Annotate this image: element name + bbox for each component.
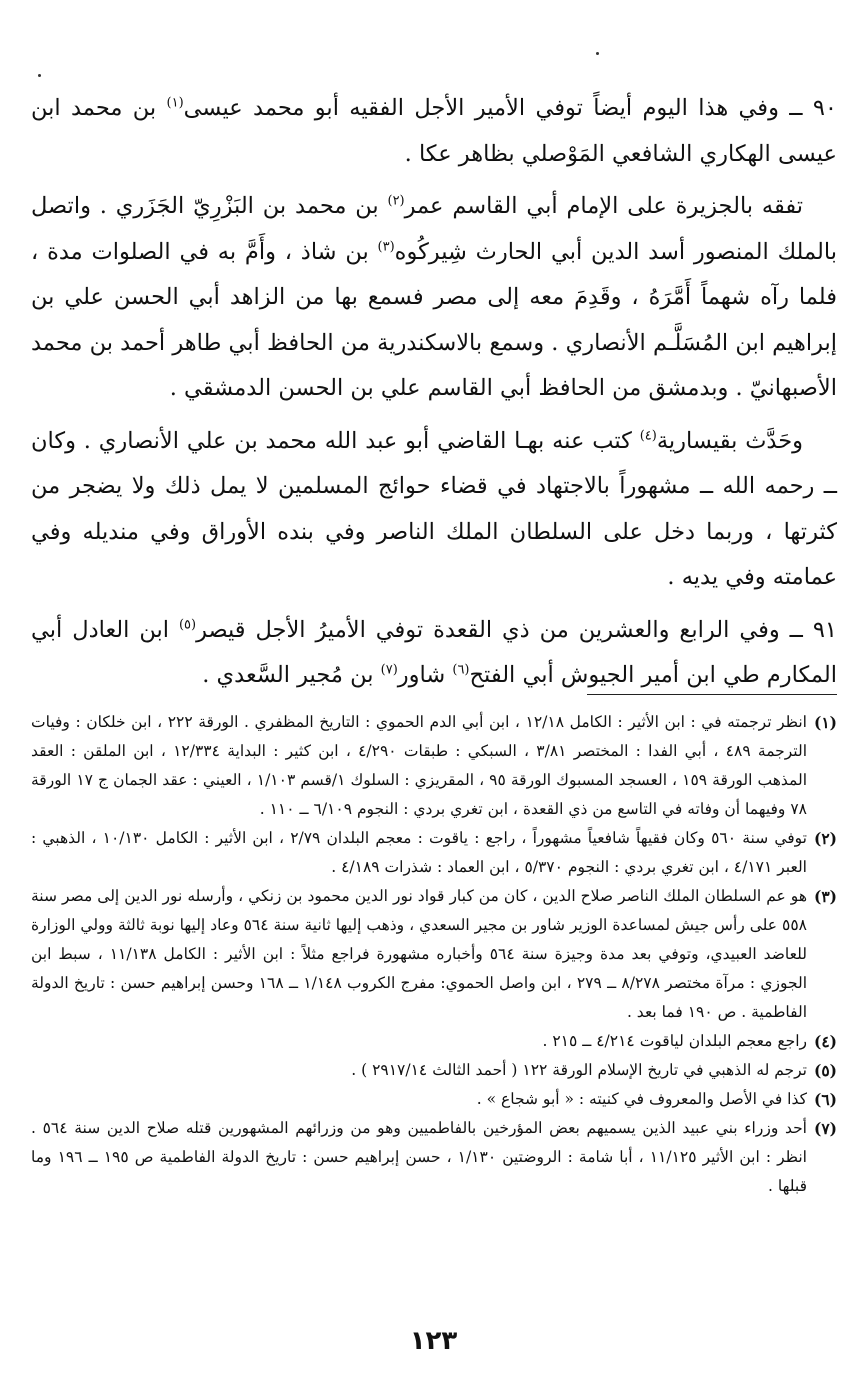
footnote-separator — [587, 694, 837, 695]
footnote-ref: (٥) — [178, 617, 197, 632]
footnote-text: أحد وزراء بني عبيد الذين يسميهم بعض المؤرخين بالفاطميين وهو من وزرائهم المشهورين قتله صلاح الدين سنة ٥٦٤ . انظر : ابن الأثير ١١/١٢٥ ، أبا شامة : الروضتين ١/١٣٠ ، حسن إبراهيم حسن : تاريخ الدولة الفاطمية ص ١٩٥ ــ ١٩٦ وما قبلها . — [31, 1119, 807, 1195]
footnote-number: (٥) — [813, 1061, 837, 1080]
paragraph — [31, 184, 837, 412]
scan-speck — [38, 74, 41, 77]
footnote — [31, 882, 837, 1027]
footnote-text: كذا في الأصل والمعروف في كنيته : « أبو شجاع » . — [476, 1090, 807, 1108]
page-number: ١٢٣ — [409, 1326, 458, 1356]
footnote — [31, 708, 837, 824]
footnote-ref: (٦) — [452, 662, 470, 678]
text-run: كتب عنه بهـا القاضي أبو عبد الله محمد بن علي الأنصاري . وكان ــ رحمه الله ــ مشهوراً بالاجتهاد في قضاء حوائج المسلمين لا يمل ذلك ولا يضجر من كثرتها ، وربما دخل على السلطان الملك الناصر وفي بنده الأوراق وفي منديله وفي عمامته وفي يديه . — [31, 427, 837, 590]
footnote — [31, 1056, 837, 1085]
text-run: ابن العادل أبي المكارم طي ابن أمير الجيوش أبي الفتح — [31, 616, 837, 688]
footnote — [31, 1114, 837, 1201]
footnote-ref: (٧) — [380, 662, 398, 678]
footnote-ref: (٤) — [639, 428, 657, 443]
text-run: بن شاذ ، وأَمَّ به في الصلوات مدة ، فلما رآه شهماً أَمَّرَهُ ، وقَدِمَ معه إلى مصر فسمع بها من الزاهد أبي الحسن علي بن إبراهيم ابن المُسَلَّـم الأنصاري . وسمع بالاسكندرية من الحافظ أبي طاهر أحمد بن محمد الأصبهانيّ . وبدمشق من الحافظ أبي القاسم علي بن الحسن الدمشقي . — [31, 238, 837, 401]
text-run: ٩٠ ــ وفي هذا اليوم أيضاً توفي الأمير الأجل الفقيه أبو محمد عيسى — [183, 95, 838, 121]
footnote — [31, 1085, 837, 1114]
footnote-ref: (٣) — [377, 239, 395, 254]
paragraph — [31, 86, 837, 177]
paragraph — [31, 419, 837, 601]
footnote-number: (٣) — [813, 887, 837, 906]
footnote-text: راجع معجم البلدان لياقوت ٤/٢١٤ ــ ٢١٥ . — [542, 1032, 807, 1050]
footnote-number: (٤) — [813, 1032, 837, 1051]
text-run: وحَدَّث بقيسارية — [656, 427, 803, 454]
text-run: بن مُجير السَّعدي . — [202, 662, 381, 688]
footnote-text: توفي سنة ٥٦٠ وكان فقيهاً شافعياً مشهوراً ، راجع : ياقوت : معجم البلدان ٢/٧٩ ، ابن الأثير : الكامل ١٠/١٣٠ ، الذهبي : العبر ٤/١٧١ ، ابن تغري بردي : النجوم ٥/٣٧٠ ، ابن العماد : شذرات ٤/١٨٩ . — [31, 829, 807, 876]
text-run: بن محمد ابن عيسى الهكاري الشافعي المَوْصلي بظاهر عكا . — [31, 95, 837, 167]
scan-speck — [596, 52, 599, 55]
footnote-text: هو عم السلطان الملك الناصر صلاح الدين ، كان من كبار قواد نور الدين محمود بن زنكي ، وأرسله نور الدين إلى مصر سنة ٥٥٨ على رأس جيش لمساعدة الوزير شاور بن مجير السعدي ، وذهب إليها ثانية سنة ٥٦٤ وعاد إليها نوبة ثالثة وولي الوزارة للعاضد العبيدي، وتوفي بعد مدة وجيزة سنة ٥٦٤ وأخباره مشهورة فراجع مثلاً : ابن الأثير : الكامل ١١/١٣٨ ، سبط ابن الجوزي : مرآة مختصر ٨/٢٧٨ ــ ٢٧٩ ، ابن واصل الحموي: مفرج الكروب ١/١٤٨ ــ ١٦٨ وحسن إبراهيم حسن : تاريخ الدولة الفاطمية . ص ١٩٠ فما بعد . — [31, 887, 808, 1021]
footnote-number: (٧) — [813, 1119, 837, 1138]
footnote-number: (٢) — [813, 829, 837, 848]
footnotes — [31, 708, 837, 1201]
text-run: بن محمد بن البَزْرِيّ الجَزَري . واتصل بالملك المنصور أسد الدين أبي الحارث شِيركُوه — [31, 193, 837, 265]
footnote — [31, 1027, 837, 1056]
footnote-number: (٦) — [813, 1090, 837, 1109]
footnote — [31, 824, 837, 882]
main-text — [31, 86, 837, 706]
paragraph — [31, 608, 837, 699]
footnote-ref: (٢) — [387, 193, 405, 209]
footnote-text: ترجم له الذهبي في تاريخ الإسلام الورقة ١٢٢ ( أحمد الثالث ٢٩١٧/١٤ ) . — [351, 1061, 807, 1079]
footnote-number: (١) — [813, 713, 837, 732]
text-run: تفقه بالجزيرة على الإمام أبي القاسم عمر — [404, 193, 803, 219]
footnote-text: انظر ترجمته في : ابن الأثير : الكامل ١٢/١٨ ، ابن أبي الدم الحموي : التاريخ المظفري . الورقة ٢٢٢ ، ابن خلكان : وفيات الترجمة ٤٨٩ ، أبي الفدا : المختصر ٣/٨١ ، السبكي : طبقات ٤/٢٩٠ ، ابن كثير : البداية ١٢/٣٣٤ ، ابن الملقن : العقد المذهب الورقة ١٥٩ ، العسجد المسبوك الورقة ٩٥ ، المقريزي : السلوك ١/قسم ١/١٠٣ ، العيني : عقد الجمان ج ١٧ الورقة ٧٨ وفيهما أن وفاته في التاسع من ذي القعدة ، ابن تغري بردي : النجوم ٦/١٠٩ ــ ١١٠ . — [31, 713, 808, 818]
footnote-ref: (١) — [166, 95, 184, 111]
text-run: ٩١ ــ وفي الرابع والعشرين من ذي القعدة توفي الأميرُ الأجل قيصر — [196, 616, 837, 643]
text-run: شاور — [397, 662, 453, 688]
